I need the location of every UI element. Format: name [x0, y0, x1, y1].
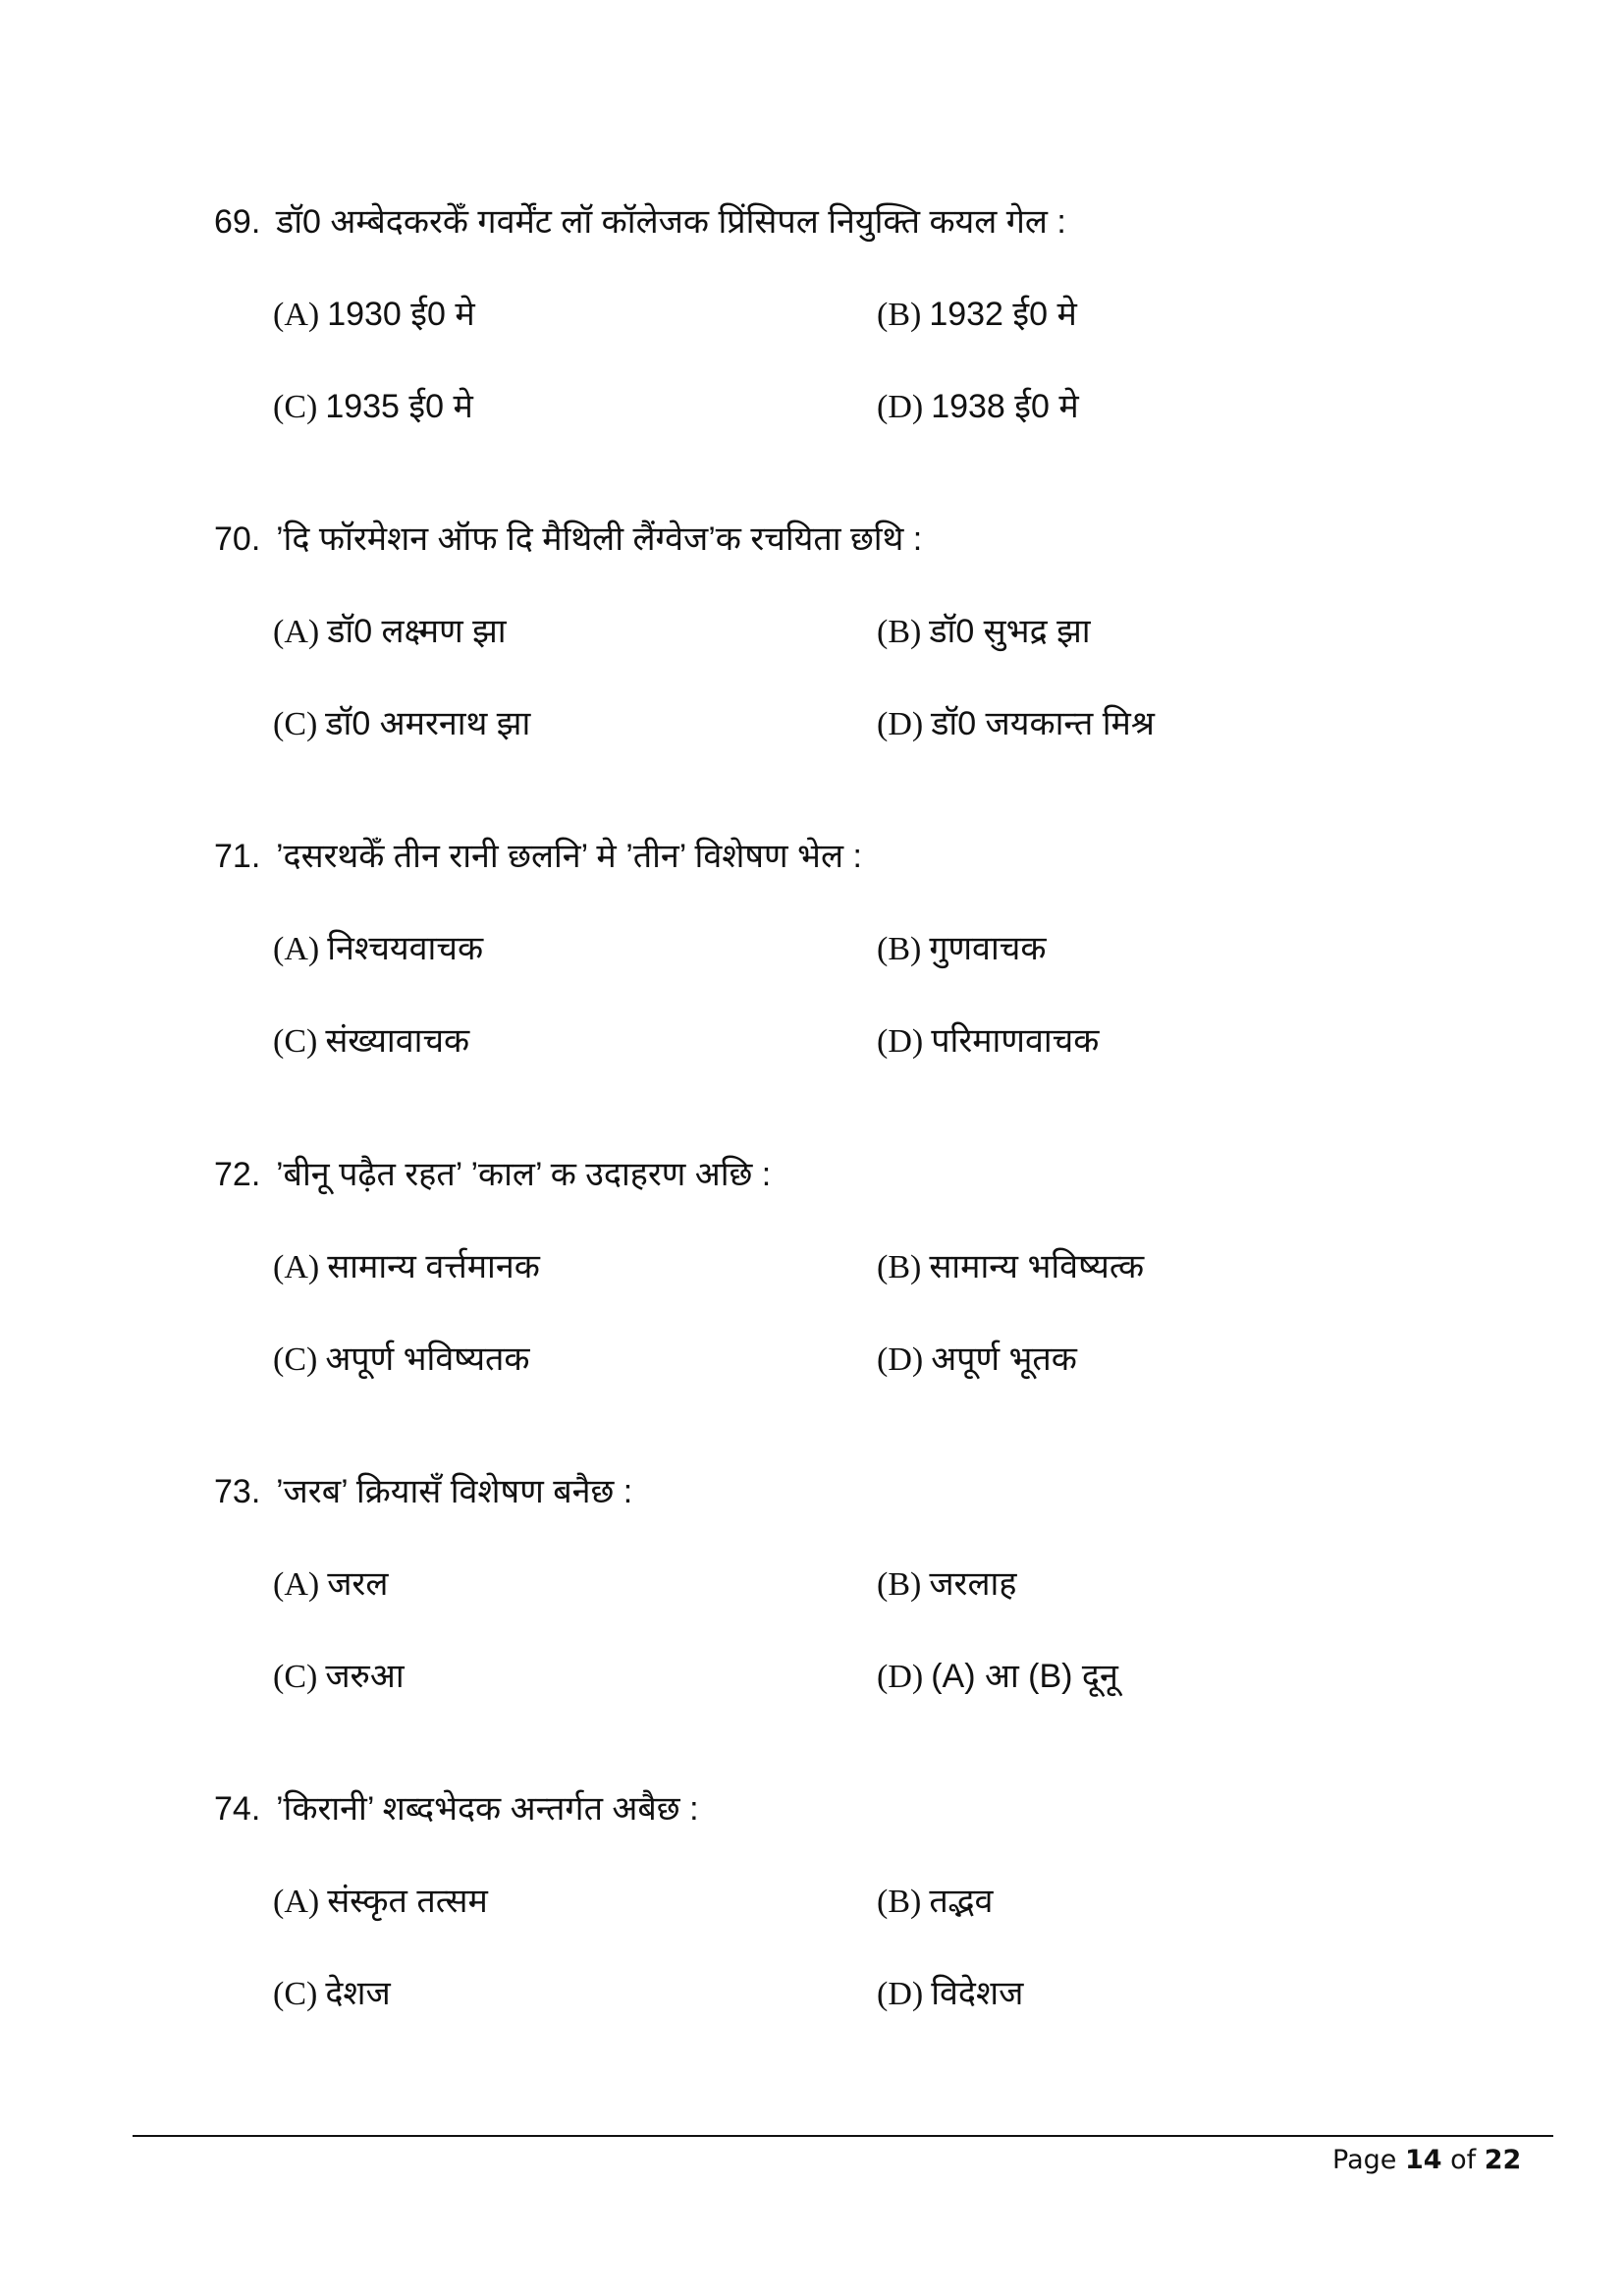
current-page: 14 [1404, 2145, 1442, 2175]
question-text-line [214, 1472, 632, 1511]
footer-divider [133, 2135, 1553, 2137]
option-label: (D) [877, 706, 924, 742]
option-text: 1935 ई0 मे [325, 388, 473, 425]
option [273, 612, 507, 652]
option-text: डॉ0 लक्ष्मण झा [327, 613, 507, 650]
question-text: ’जरब’ क्रियासँ विशेषण बनैछ : [276, 1473, 633, 1510]
option-text: अपूर्ण भूतक [931, 1340, 1077, 1378]
question-number: 74. [214, 1790, 261, 1828]
option-label: (A) [273, 614, 320, 650]
option-text: 1930 ई0 मे [327, 296, 475, 333]
question-number: 71. [214, 838, 261, 875]
question-text-line [214, 837, 862, 876]
question-number: 69. [214, 203, 261, 241]
option [877, 1021, 1099, 1062]
option-text: डॉ0 जयकान्त मिश्र [931, 705, 1155, 742]
question-text: डॉ0 अम्बेदकरकेँ गवर्मेंट लॉ कॉलेजक प्रिंसिपल नियुक्ति कयल गेल : [276, 203, 1066, 241]
option-label: (C) [273, 1023, 318, 1060]
option [877, 929, 1046, 969]
option-text: तद्भव [929, 1883, 994, 1920]
option-text: अपूर्ण भविष्यतक [325, 1340, 530, 1378]
option-text: संख्यावाचक [325, 1022, 470, 1060]
option [877, 612, 1091, 652]
option-text: परिमाणवाचक [931, 1022, 1100, 1060]
question-number: 70. [214, 520, 261, 558]
option-text: विदेशज [931, 1975, 1024, 2012]
option-label: (D) [877, 389, 924, 425]
option-label: (D) [877, 1341, 924, 1378]
option [273, 387, 473, 427]
option-text: जरुआ [325, 1658, 405, 1695]
option-label: (C) [273, 389, 318, 425]
option [877, 1247, 1144, 1287]
option [273, 295, 475, 335]
option [273, 1247, 540, 1287]
option-text: 1932 ई0 मे [929, 296, 1077, 333]
option [273, 1339, 530, 1380]
option-label: (D) [877, 1659, 924, 1695]
question-text: ’दसरथकेँ तीन रानी छलनि’ मे ’तीन’ विशेषण भेल : [276, 838, 862, 875]
option [273, 1657, 405, 1697]
page-prefix: Page [1332, 2145, 1397, 2175]
option-text: सामान्य भविष्यत्क [929, 1248, 1145, 1285]
option-label: (B) [877, 1249, 922, 1285]
option-text: देशज [325, 1975, 391, 2012]
question-text-line [214, 1155, 771, 1194]
option-text: निश्चयवाचक [327, 930, 484, 967]
of-label: of [1450, 2145, 1477, 2175]
option-label: (A) [273, 1249, 320, 1285]
option [877, 1882, 993, 1922]
option-text: संस्कृत तत्सम [327, 1883, 488, 1920]
option-label: (A) [273, 1884, 320, 1920]
option-label: (D) [877, 1976, 924, 2012]
option [273, 1021, 469, 1062]
total-pages: 22 [1484, 2145, 1522, 2175]
option-label: (B) [877, 614, 922, 650]
question-text: ’किरानी’ शब्दभेदक अन्तर्गत अबैछ : [276, 1790, 699, 1828]
option-label: (D) [877, 1023, 924, 1060]
option-label: (A) [273, 1566, 320, 1603]
option-label: (A) [273, 297, 320, 333]
option [877, 295, 1077, 335]
question-number: 72. [214, 1156, 261, 1193]
question-text-line [214, 1789, 699, 1829]
option [877, 704, 1155, 744]
question-text-line [214, 202, 1066, 242]
option-label: (C) [273, 1976, 318, 2012]
option [877, 1657, 1118, 1697]
option [877, 387, 1079, 427]
question-text-line [214, 519, 922, 559]
question-number: 73. [214, 1473, 261, 1510]
option-label: (C) [273, 1659, 318, 1695]
page-number [1332, 2145, 1521, 2175]
option [877, 1339, 1077, 1380]
option-label: (C) [273, 706, 318, 742]
option-label: (A) [273, 931, 320, 967]
option-label: (B) [877, 297, 922, 333]
option-text: डॉ0 अमरनाथ झा [325, 705, 531, 742]
option-text: (A) आ (B) दूनू [931, 1658, 1118, 1695]
option-label: (B) [877, 931, 922, 967]
option-text: गुणवाचक [929, 930, 1047, 967]
question-text: ’बीनू पढ़ैत रहत’ ’काल’ क उदाहरण अछि : [276, 1156, 772, 1193]
option [273, 704, 530, 744]
question-text: ’दि फॉरमेशन ऑफ दि मैथिली लैंग्वेज’क रचयिता छथि : [276, 520, 923, 558]
option-label: (B) [877, 1884, 922, 1920]
option [273, 1974, 391, 2014]
option [273, 929, 483, 969]
option [273, 1564, 388, 1605]
option-label: (B) [877, 1566, 922, 1603]
option [877, 1974, 1023, 2014]
option-text: जरल [327, 1565, 389, 1603]
option-text: सामान्य वर्त्तमानक [327, 1248, 540, 1285]
option [273, 1882, 488, 1922]
option-label: (C) [273, 1341, 318, 1378]
option-text: जरलाह [929, 1565, 1017, 1603]
option-text: 1938 ई0 मे [931, 388, 1079, 425]
option [877, 1564, 1016, 1605]
option-text: डॉ0 सुभद्र झा [929, 613, 1091, 650]
